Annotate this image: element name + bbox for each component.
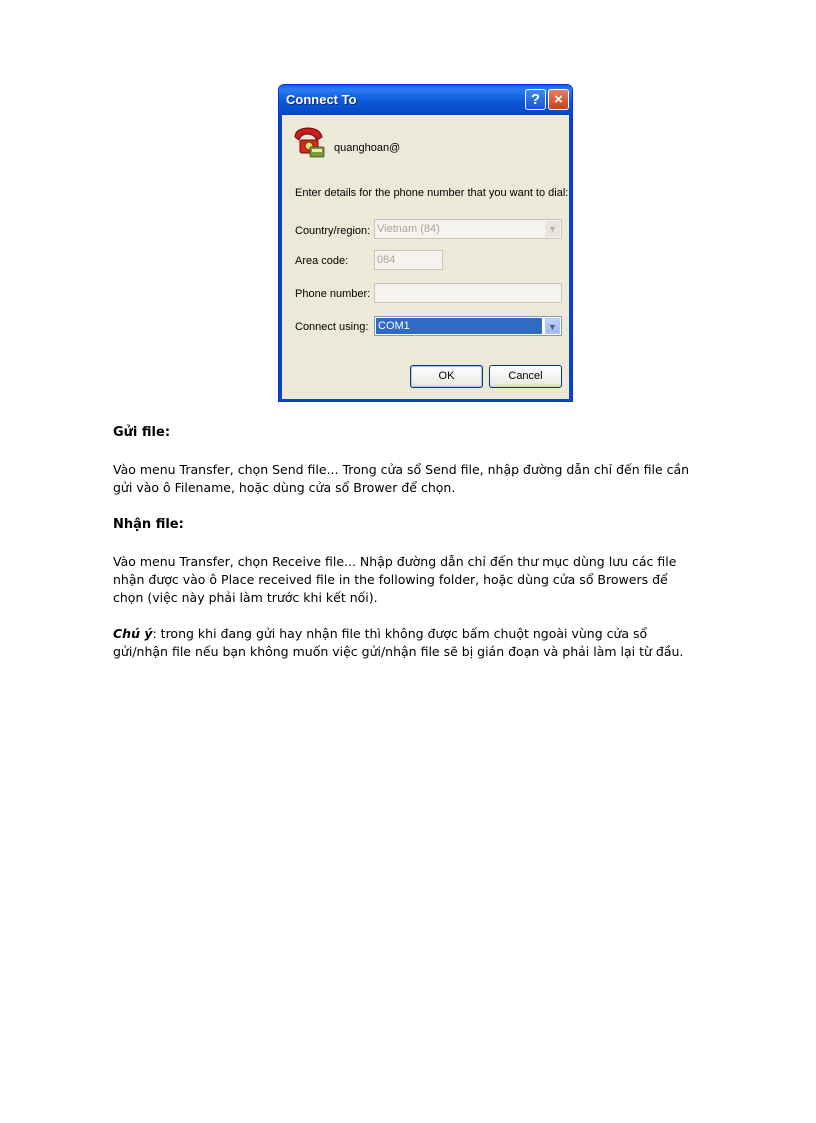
send-file-heading: Gửi file: <box>113 425 171 440</box>
note-label: Chú ý <box>113 626 153 641</box>
note-text-1: : trong khi đang gửi hay nhận file thì không được bấm chuột ngoài vùng cửa sổ <box>152 626 648 641</box>
chevron-down-icon[interactable]: ▼ <box>545 318 560 334</box>
chevron-down-icon: ▼ <box>545 221 560 237</box>
receive-file-line-1: Vào menu Transfer, chọn Receive file... Nhập đường dẫn chỉ đến thư mục dùng lưu các file <box>113 554 677 569</box>
dialog-title: Connect To <box>286 92 357 107</box>
connect-using-label: Connect using: <box>295 321 369 333</box>
cancel-button[interactable]: Cancel <box>489 365 562 388</box>
receive-file-heading: Nhận file: <box>113 517 184 532</box>
connect-to-dialog <box>278 84 573 402</box>
area-code-field <box>374 250 443 270</box>
ok-button[interactable]: OK <box>410 365 483 388</box>
instruction-text: Enter details for the phone number that you want to dial: <box>295 187 569 199</box>
phone-number-label: Phone number: <box>295 288 371 300</box>
help-button[interactable]: ? <box>525 89 546 110</box>
send-file-line-2: gửi vào ô Filename, hoặc dùng cửa sổ Brower để chọn. <box>113 480 456 495</box>
area-code-label: Area code: <box>295 255 349 267</box>
close-button[interactable]: × <box>548 89 569 110</box>
receive-file-line-3: chọn (việc này phải làm trước khi kết nối). <box>113 590 378 605</box>
receive-file-line-2: nhận được vào ô Place received file in the following folder, hoặc dùng cửa sổ Browers để <box>113 572 668 587</box>
connect-using-select[interactable] <box>374 316 562 336</box>
phone-number-field[interactable] <box>374 283 562 303</box>
country-select <box>374 219 562 239</box>
dialog-body <box>279 115 572 402</box>
dialog-titlebar[interactable] <box>279 85 572 115</box>
phone-icon <box>292 125 326 159</box>
country-value: Vietnam (84) <box>377 223 440 235</box>
note-line-2: gửi/nhận file nếu bạn không muốn việc gửi/nhận file sẽ bị gián đoạn và phải làm lại từ đầu. <box>113 644 684 659</box>
note-line-1 <box>113 625 647 643</box>
connect-using-value: COM1 <box>376 318 542 334</box>
send-file-line-1: Vào menu Transfer, chọn Send file... Trong cửa sổ Send file, nhập đường dẫn chỉ đến file cần <box>113 462 690 477</box>
connection-name: quanghoan@ <box>334 142 401 154</box>
country-label: Country/region: <box>295 225 371 237</box>
area-code-value: 084 <box>377 254 396 266</box>
